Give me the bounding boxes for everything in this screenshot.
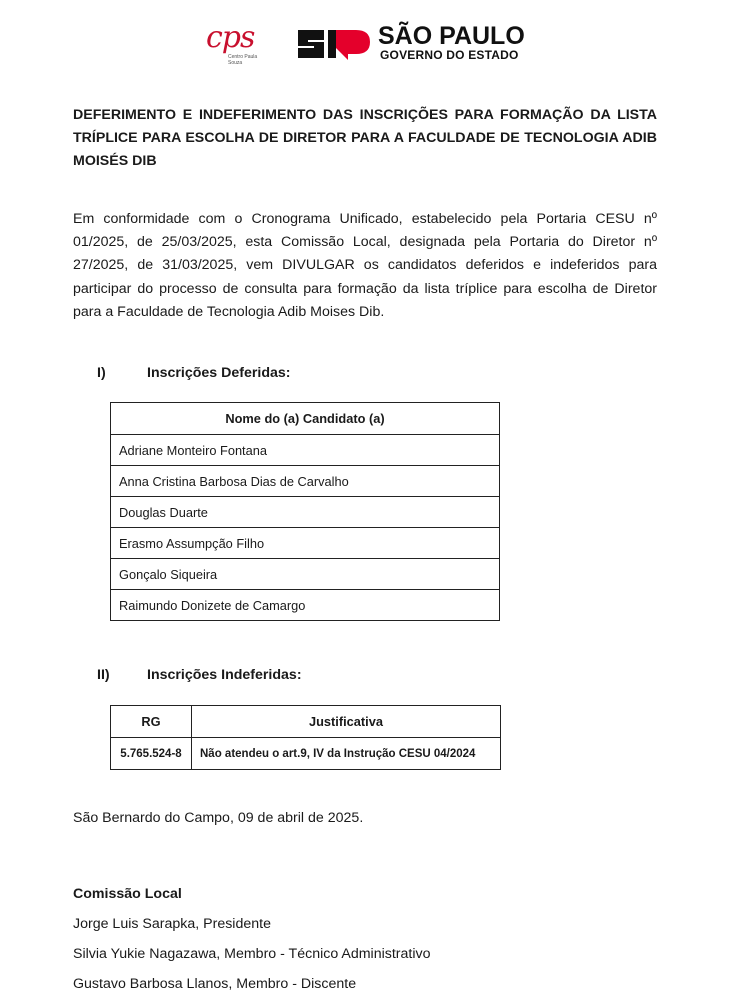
table-row: [111, 497, 500, 528]
date-line: São Bernardo do Campo, 09 de abril de 2025.: [73, 810, 364, 826]
page-header: [200, 18, 540, 68]
table-row: [111, 559, 500, 590]
candidate-name: Gonçalo Siqueira: [111, 559, 500, 590]
rg-column-header: RG: [111, 706, 192, 738]
intro-paragraph: Em conformidade com o Cronograma Unificado, estabelecido pela Portaria CESU nº 01/2025, de 25/03/2025, esta Comissão Local, designada pela Portaria do Diretor nº 27/2025, de 31/03/2025, vem DIVULGAR os candidatos deferidos e indeferidos para participar do processo de consulta para formação da lista tríplice para escolha de Diretor para a Faculdade de Tecnologia Adib Moises Dib.: [73, 211, 657, 320]
gov-subtitle: GOVERNO DO ESTADO: [380, 48, 519, 62]
candidate-name: Erasmo Assumpção Filho: [111, 528, 500, 559]
table-row: [111, 435, 500, 466]
committee-member: Silvia Yukie Nagazawa, Membro - Técnico Administrativo: [73, 946, 431, 962]
table-row: [111, 590, 500, 621]
justification-value: Não atendeu o art.9, IV da Instrução CESU 04/2024: [192, 738, 501, 770]
candidate-name: Anna Cristina Barbosa Dias de Carvalho: [111, 466, 500, 497]
committee-member: Jorge Luis Sarapka, Presidente: [73, 916, 271, 932]
cps-logo-subtext: Centro Paula Souza: [228, 54, 258, 66]
table-row: [111, 466, 500, 497]
section-2-label: Inscrições Indeferidas:: [147, 667, 302, 683]
candidate-name: Douglas Duarte: [111, 497, 500, 528]
section-1-number: I): [97, 365, 106, 381]
approved-table: [110, 402, 500, 621]
cps-logo-text: cps: [206, 20, 255, 55]
candidate-name: Raimundo Donizete de Camargo: [111, 590, 500, 621]
cps-logo: [206, 20, 266, 66]
section-2-number: II): [97, 667, 110, 683]
approved-table-header: Nome do (a) Candidato (a): [111, 403, 500, 435]
table-row: [111, 528, 500, 559]
document-title: DEFERIMENTO E INDEFERIMENTO DAS INSCRIÇÕES PARA FORMAÇÃO DA LISTA TRÍPLICE PARA ESCOLHA DE DIRETOR PARA A FACULDADE DE TECNOLOGIA ADIB MOISÉS DIB: [73, 107, 657, 169]
justification-column-header: Justificativa: [192, 706, 501, 738]
committee-block: [73, 886, 430, 1006]
committee-title: Comissão Local: [73, 886, 182, 902]
table-row: [111, 738, 501, 770]
section-1-label: Inscrições Deferidas:: [147, 365, 291, 381]
gov-title: SÃO PAULO: [378, 22, 525, 50]
section-1-heading: [97, 365, 397, 385]
rg-value: 5.765.524-8: [111, 738, 192, 770]
sao-paulo-logo-icon: [296, 26, 372, 60]
section-2-heading: [97, 667, 397, 687]
rejected-table: [110, 705, 501, 770]
candidate-name: Adriane Monteiro Fontana: [111, 435, 500, 466]
committee-member: Gustavo Barbosa Llanos, Membro - Discente: [73, 976, 357, 992]
